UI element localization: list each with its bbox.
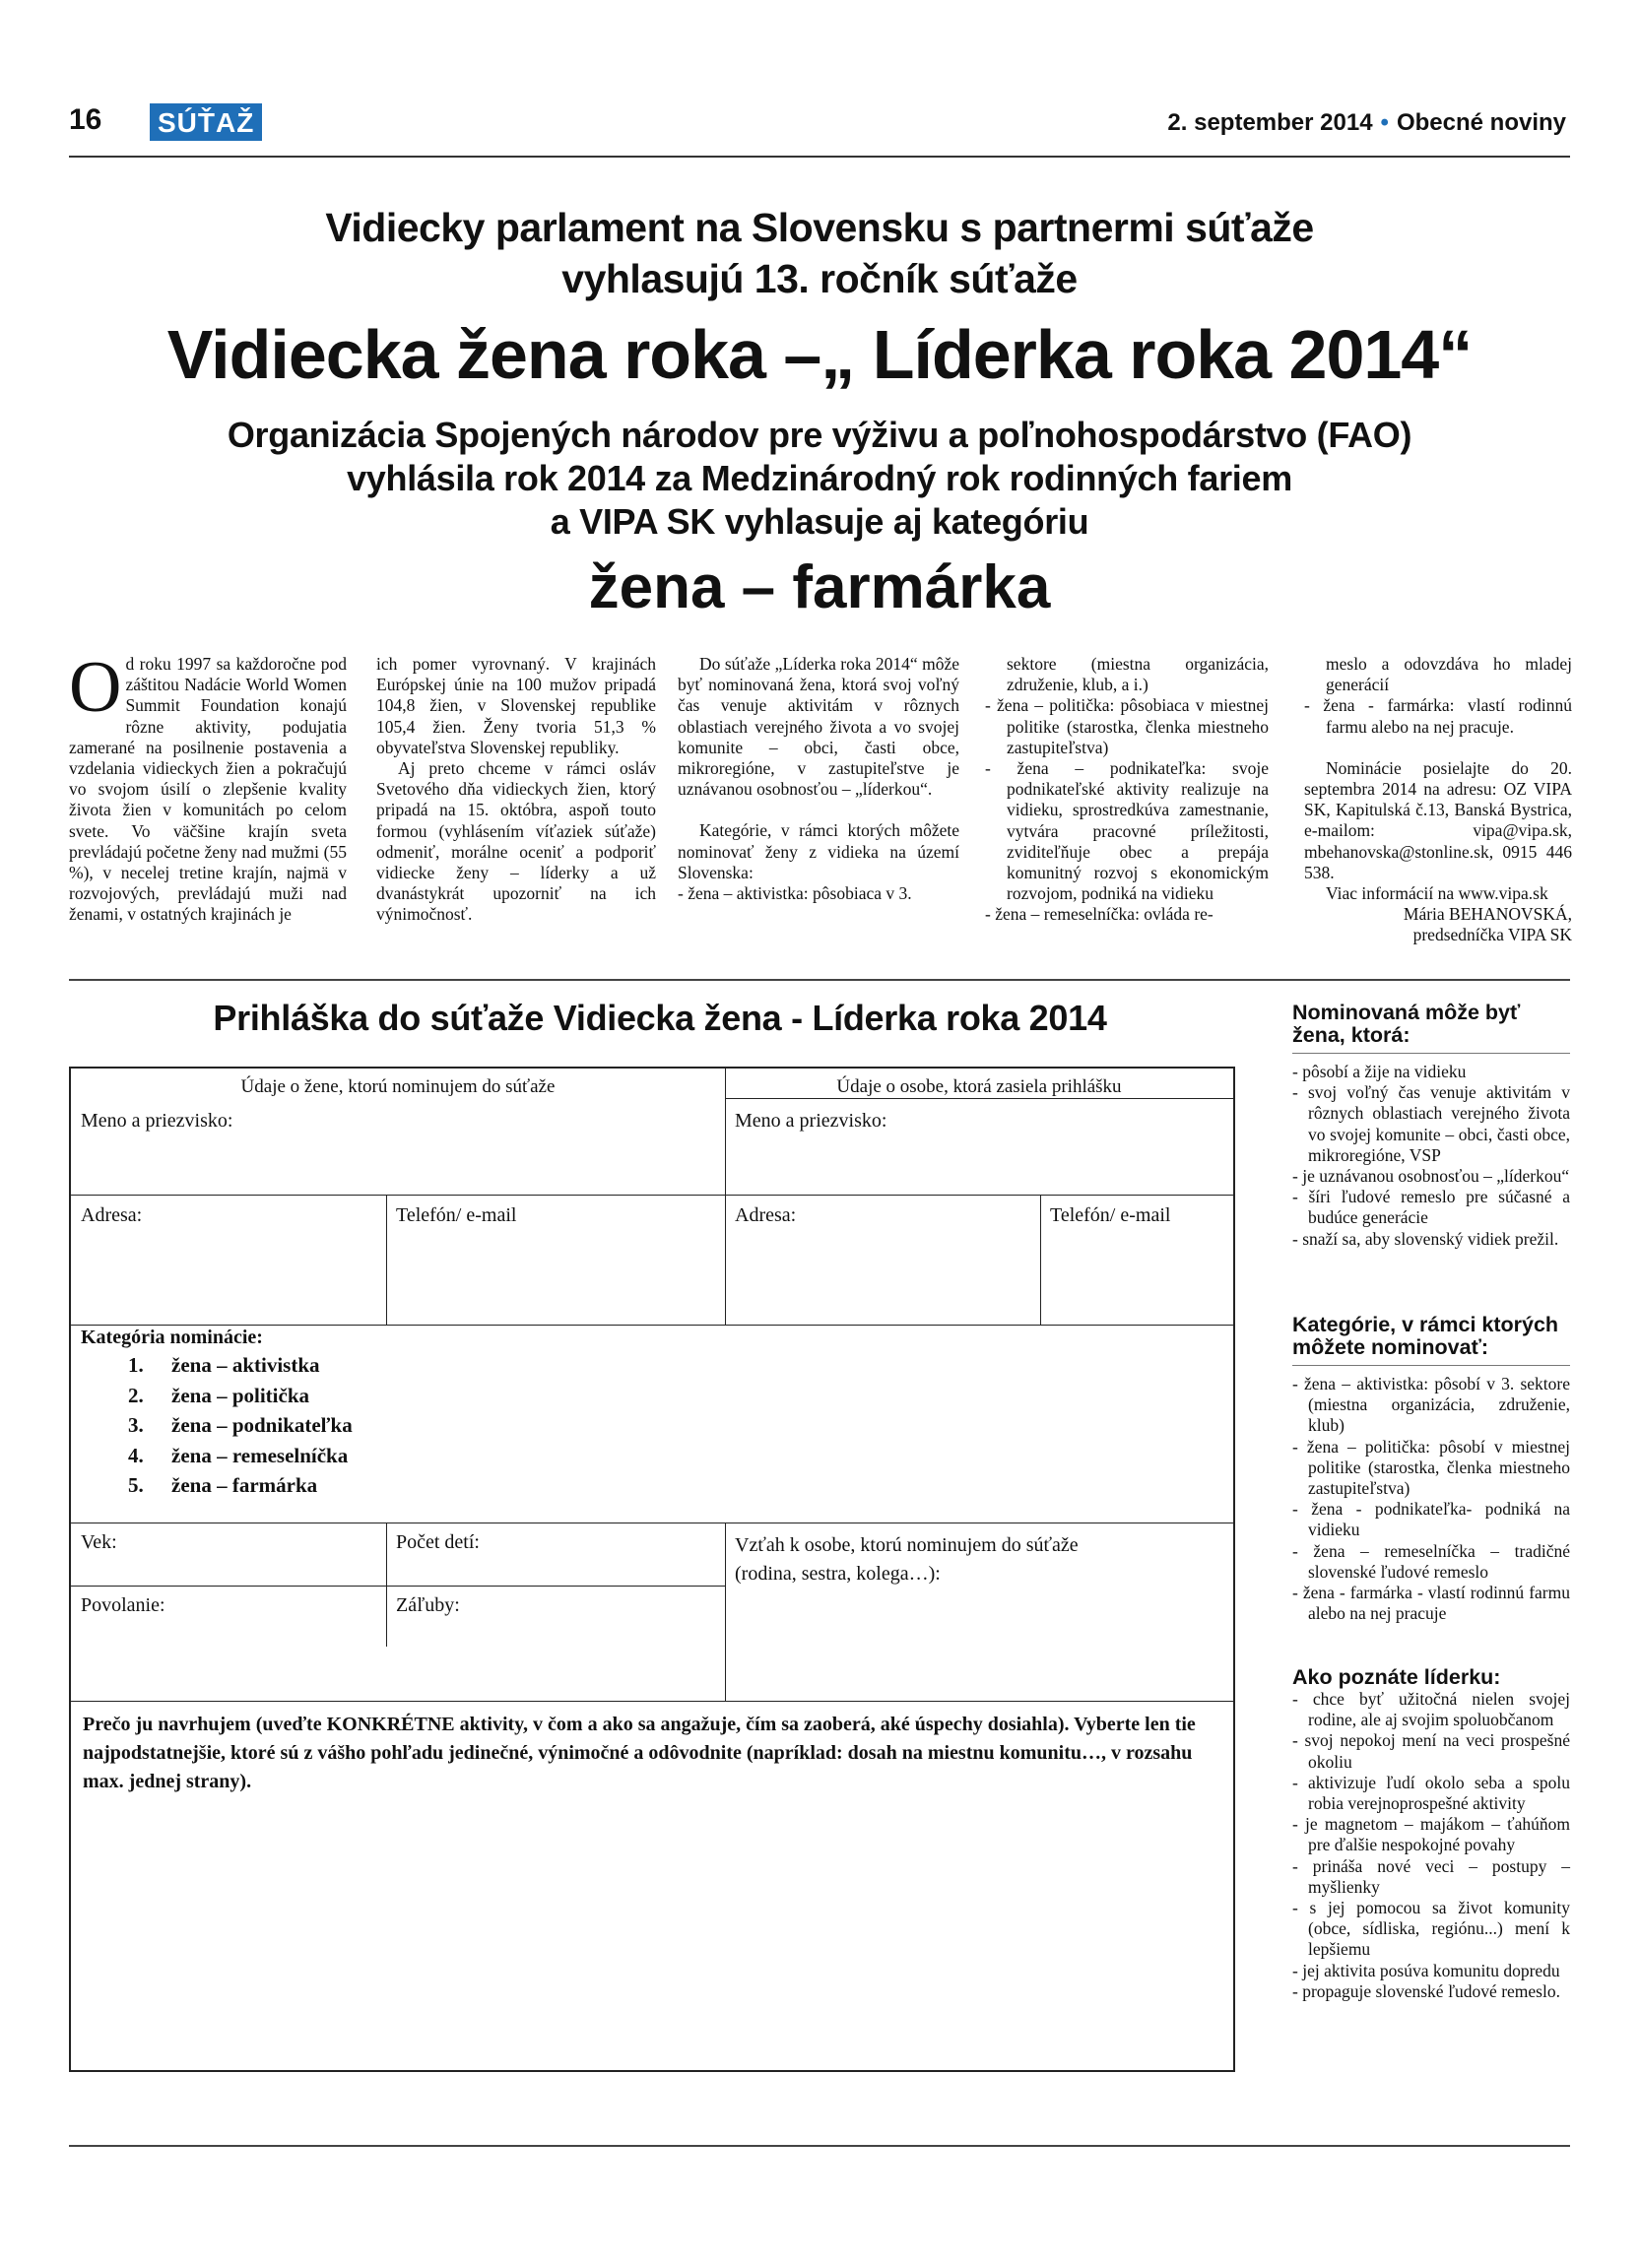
hobby-field[interactable]	[386, 1586, 725, 1647]
article-paragraph: Nominácie posielajte do 20. septembra 2014 na adresu: OZ VIPA SK, Kapitulská č.13, Banská Bystrica, e-mailom: vipa@vipa.sk, mbehanovska@stonline.sk, 0915 446 538.	[1304, 757, 1572, 882]
nominee-phone-label: Telefón/ e-mail	[396, 1204, 517, 1226]
sender-phone-label: Telefón/ e-mail	[1050, 1204, 1171, 1226]
section-divider	[69, 979, 1570, 981]
article-paragraph: Do súťaže „Líderka roka 2014“ môže byť nominovaná žena, ktorá svoj voľný čas venuje aktivitám v rôznych oblastiach verejného života a vo svojej komunite – obci, časti obce, mikroregióne, v zastupiteľstve je uznávanou osobnosťou – „líderkou“.	[678, 654, 959, 800]
sender-address-label: Adresa:	[735, 1204, 797, 1226]
article-list-item: - žena – aktivistka: pôsobiaca v 3.	[678, 883, 912, 904]
article-list-item: - žena – politička: pôsobiaca v miestnej politike (starostka, členka miestneho zastupiteľstva)	[985, 695, 1269, 757]
sidebar-item: - aktivizuje ľudí okolo seba a spolu robia verejnoprospešné aktivity	[1292, 1772, 1570, 1814]
category-number: 3.	[128, 1413, 144, 1437]
category-text: žena – politička	[171, 1383, 309, 1407]
section-label: SÚŤAŽ	[150, 103, 262, 141]
website-note: Viac informácií na www.vipa.sk	[1326, 883, 1548, 904]
sidebar-item: - propaguje slovenské ľudové remeslo.	[1292, 1980, 1560, 2001]
bullet-dot: •	[1380, 109, 1389, 136]
sidebar-item: - svoj voľný čas venuje aktivitám v rôznych oblastiach verejného života vo svojej komunite – obci, časti obce, mikroregióne, VSP	[1292, 1082, 1570, 1165]
article-list-item: - žena – podnikateľka: svoje podnikateľské aktivity realizuje na vidieku, sprostredkúva zamestnanie, vytvára pracovné príležitosti, zviditeľňuje obec a prepája komunitný rozvoj s ekonomickým rozvojom, podniká na vidieku	[985, 758, 1269, 904]
issue-date: 2. september 2014	[1167, 109, 1373, 136]
article-list-item: meslo a odovzdáva ho mladej generácií	[1326, 654, 1572, 695]
category-option[interactable]	[128, 1470, 353, 1501]
article-paragraph: Aj preto chceme v rámci osláv Svetového dňa vidieckych žien, ktorý pripadá na 15. októbra, aspoň touto formou (vyhlásením víťaziek súťaže) odmeniť, morálne oceniť a podporiť vidiecke ženy – líderky a už dvanástykrát upozorniť na ich výnimočnosť.	[376, 758, 656, 925]
sidebar-item: - s jej pomocou sa život komunity (obce, sídliska, regiónu...) mení k lepšiemu	[1292, 1898, 1570, 1960]
header-rule	[69, 156, 1570, 158]
sidebar-item: - prináša nové veci – postupy – myšlienky	[1292, 1855, 1570, 1897]
sidebar-title: Kategórie, v rámci ktorých môžete nominovať:	[1292, 1313, 1559, 1359]
children-field[interactable]	[386, 1523, 725, 1586]
sidebar-rule	[1292, 1053, 1570, 1054]
sidebar-item: - svoj nepokoj mení na veci prospešné okoliu	[1292, 1730, 1570, 1772]
category-list	[128, 1350, 353, 1501]
age-label: Vek:	[81, 1531, 117, 1553]
form-divider	[71, 1325, 1233, 1326]
age-field[interactable]	[71, 1523, 386, 1586]
form-left-header: Údaje o žene, ktorú nominujem do súťaže	[240, 1076, 556, 1097]
sidebar-item: - žena - podnikateľka- podniká na vidieku	[1292, 1499, 1570, 1540]
kicker-line: Vidiecky parlament na Slovensku s partnermi súťaže	[325, 205, 1314, 250]
application-form	[69, 1067, 1235, 2072]
article-paragraph: Kategórie, v rámci ktorých môžete nominovať ženy z vidieka na území Slovenska:	[678, 820, 959, 882]
sidebar-categories	[1292, 1314, 1570, 1624]
reason-field[interactable]	[71, 1701, 1233, 2070]
page-number: 16	[69, 103, 102, 136]
kicker	[69, 202, 1570, 304]
article-column-1	[69, 647, 347, 926]
category-text: žena – farmárka	[171, 1473, 318, 1497]
relation-label-line: Vzťah k osobe, ktorú nominujem do súťaže	[735, 1534, 1079, 1556]
drop-cap: O	[69, 647, 122, 728]
nominee-name-label: Meno a priezvisko:	[81, 1110, 233, 1132]
nominee-address-field[interactable]	[71, 1195, 386, 1325]
sidebar-eligibility	[1292, 1002, 1570, 1250]
sidebar-title: Nominovaná môže byť žena, ktorá:	[1292, 1001, 1521, 1047]
form-right-header: Údaje o osobe, ktorá zasiela prihlášku	[836, 1076, 1122, 1097]
category-headline: žena – farmárka	[588, 553, 1051, 621]
bottom-rule	[69, 2145, 1570, 2147]
dateline	[1167, 109, 1566, 137]
article-list-item: - žena - farmárka: vlastí rodinnú farmu alebo na nej pracuje.	[1304, 695, 1572, 737]
sidebar-item: - žena - farmárka - vlastí rodinnú farmu alebo na nej pracuje	[1292, 1583, 1570, 1624]
article-paragraph: d roku 1997 sa každoročne pod záštitou Nadácie World Women Summit Foundation konajú rôzne aktivity, podujatia zamerané na posilnenie postavenia a vzdelania vidieckych žien a pokračujú vo svojom úsilí o zlepšenie kvality života žien v komunitách po celom svete. Vo väčšine krajín sveta prevládajú početne ženy nad mužmi (55 %), v necelej tretine krajín, najmä v rozvojových, prevládajú muži nad ženami, v ostatných krajinách je	[69, 654, 347, 925]
article-paragraph: ich pomer vyrovnaný. V krajinách Európskej únie na 100 mužov pripadá 104,8 žien, v Slovenskej republike 105,4 žien. Ženy tvoria 51,3 % obyvateľstva Slovenskej republiky.	[376, 654, 656, 757]
category-option[interactable]	[128, 1381, 353, 1411]
job-field[interactable]	[71, 1586, 386, 1647]
sidebar-rule	[1292, 1365, 1570, 1366]
sidebar-item: - žena – politička: pôsobí v miestnej politike (starostka, členka miestneho zastupiteľstva)	[1292, 1436, 1570, 1499]
sidebar-item: - žena – remeselníčka – tradičné slovenské ľudové remeslo	[1292, 1540, 1570, 1582]
subheadline-line: Organizácia Spojených národov pre výživu a poľnohospodárstvo (FAO)	[227, 415, 1412, 455]
sender-phone-field[interactable]	[1040, 1195, 1233, 1325]
hobby-label: Záľuby:	[396, 1594, 460, 1616]
article-column-2	[376, 654, 656, 926]
nominee-address-label: Adresa:	[81, 1204, 143, 1226]
category-number: 4.	[128, 1443, 144, 1467]
main-headline: Vidiecka žena roka –„ Líderka roka 2014“	[166, 316, 1473, 393]
form-title: Prihláška do súťaže Vidiecka žena - Líderka roka 2014	[213, 998, 1107, 1038]
publication-name: Obecné noviny	[1396, 109, 1566, 136]
sender-name-label: Meno a priezvisko:	[735, 1110, 887, 1132]
subheadline-line: a VIPA SK vyhlasuje aj kategóriu	[550, 501, 1089, 542]
kicker-line: vyhlasujú 13. ročník súťaže	[561, 256, 1078, 301]
category-option[interactable]	[128, 1410, 353, 1441]
relation-field[interactable]	[725, 1523, 1233, 1647]
article-list-item: - žena – remeselníčka: ovláda re-	[985, 904, 1214, 925]
children-label: Počet detí:	[396, 1531, 480, 1553]
sidebar-item: - žena – aktivistka: pôsobí v 3. sektore (miestna organizácia, združenie, klub)	[1292, 1374, 1570, 1436]
relation-label-line: (rodina, sestra, kolega…):	[735, 1563, 941, 1585]
sidebar-item: - je uznávanou osobnosťou – „líderkou“	[1292, 1166, 1570, 1187]
sidebar-item: - chce byť užitočná nielen svojej rodine, ale aj svojim spoluobčanom	[1292, 1689, 1570, 1730]
sidebar-leader-traits	[1292, 1666, 1570, 2002]
article-column-5	[1304, 654, 1572, 946]
article-list-item: sektore (miestna organizácia, združenie, klub, a i.)	[1007, 654, 1269, 695]
sidebar-item: - šíri ľudové remeslo pre súčasné a budúce generácie	[1292, 1187, 1570, 1228]
form-divider	[725, 1098, 1233, 1099]
subheadline-line: vyhlásila rok 2014 za Medzinárodný rok rodinných fariem	[347, 458, 1292, 498]
sender-name-field[interactable]	[725, 1104, 1233, 1195]
sidebar-item: - pôsobí a žije na vidieku	[1292, 1062, 1467, 1081]
sidebar-item: - snaží sa, aby slovenský vidiek prežil.	[1292, 1228, 1559, 1249]
nominee-phone-field[interactable]	[386, 1195, 725, 1325]
form-divider	[725, 1647, 726, 1701]
subheadline	[69, 414, 1570, 544]
category-option[interactable]	[128, 1350, 353, 1381]
category-text: žena – remeselníčka	[171, 1443, 349, 1467]
sender-address-field[interactable]	[725, 1195, 1040, 1325]
article-column-3	[678, 654, 959, 904]
category-option[interactable]	[128, 1441, 353, 1471]
job-label: Povolanie:	[81, 1594, 165, 1616]
reason-instructions: Prečo ju navrhujem (uveďte KONKRÉTNE aktivity, v čom a ako sa angažuje, čím sa zaoberá, aké úspechy dosiahla). Vyberte len tie najpodstatnejšie, ktoré sú z vášho pohľadu jedinečné, výnimočné a odôvodnite (napríklad: dosah na miestnu komunitu…, v rozsahu max. jednej strany).	[83, 1714, 1196, 1792]
signature-role: predsedníčka VIPA SK	[1412, 925, 1572, 945]
category-text: žena – podnikateľka	[171, 1413, 353, 1437]
category-number: 5.	[128, 1473, 144, 1497]
sidebar-item: - je magnetom – majákom – ťahúňom pre ďalšie nespokojné povahy	[1292, 1814, 1570, 1855]
sidebar-item: - jej aktivita posúva komunitu dopredu	[1292, 1960, 1560, 1980]
category-text: žena – aktivistka	[171, 1353, 320, 1377]
page-header	[69, 103, 1566, 143]
category-label: Kategória nominácie:	[81, 1327, 263, 1348]
category-number: 1.	[128, 1353, 144, 1377]
category-number: 2.	[128, 1383, 144, 1407]
nominee-name-field[interactable]	[71, 1104, 725, 1195]
article-column-4	[985, 654, 1269, 926]
signature-name: Mária BEHANOVSKÁ,	[1403, 904, 1572, 925]
sidebar-title: Ako poznáte líderku:	[1292, 1665, 1501, 1689]
